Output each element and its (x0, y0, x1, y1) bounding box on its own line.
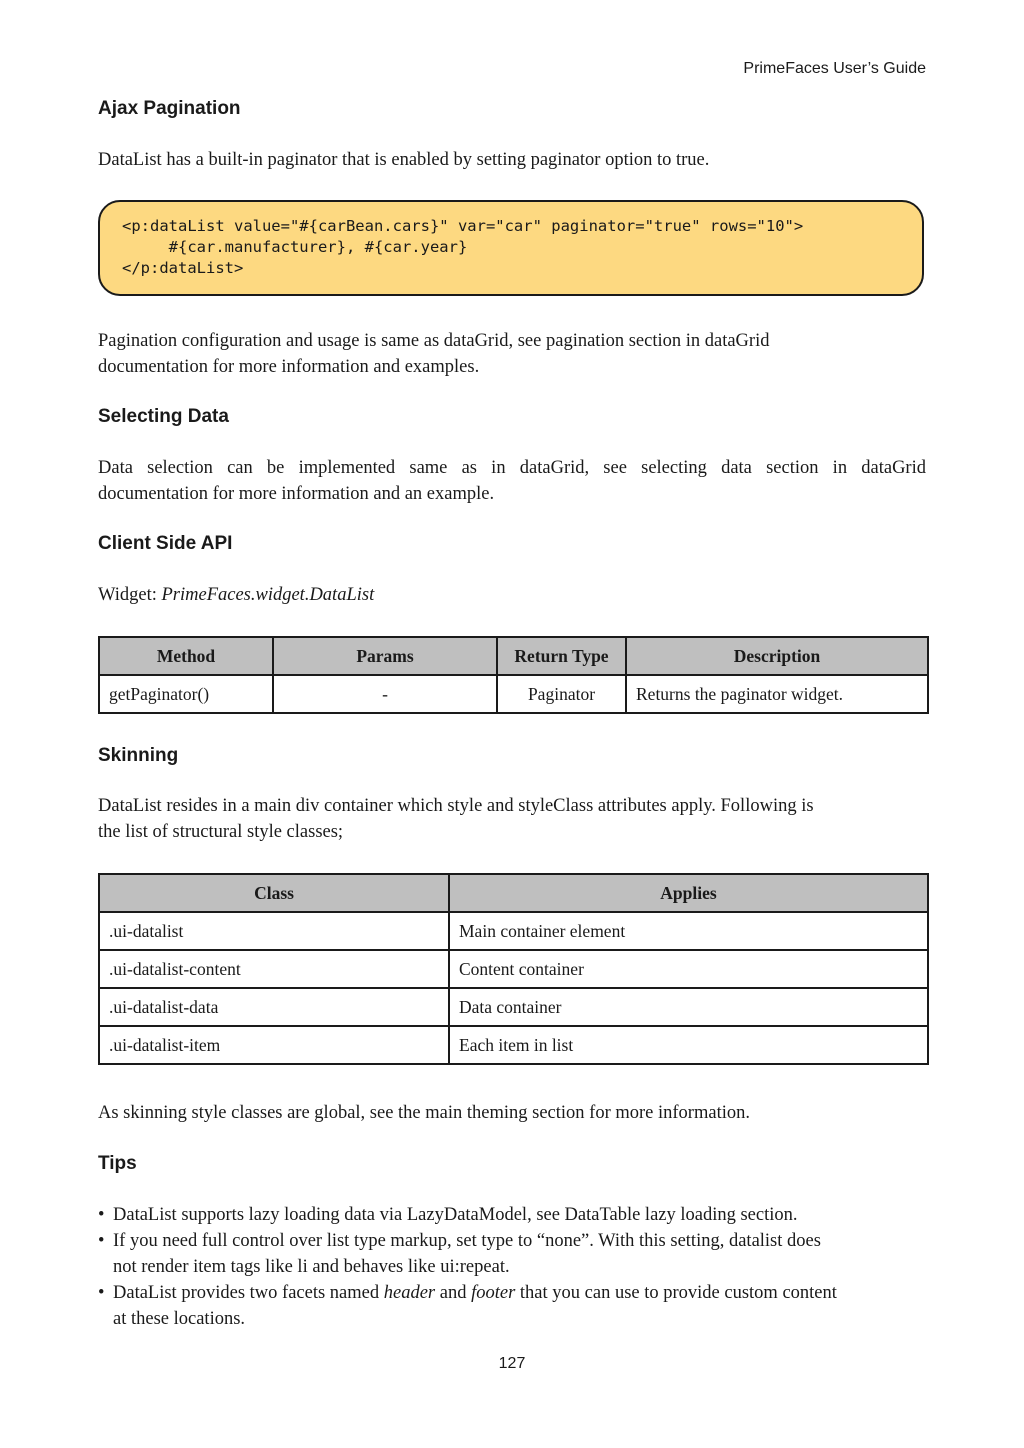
pagination-note (98, 328, 926, 380)
table-row (99, 988, 928, 1026)
table-cell: .ui-datalist-item (99, 1026, 449, 1064)
tip-text-part: that you can use to provide custom content (515, 1283, 837, 1303)
column-header-class: Class (99, 874, 449, 912)
column-header-description: Description (626, 637, 928, 675)
tip-text: If you need full control over list type markup, set type to “none”. With this setting, datalist does (113, 1231, 821, 1251)
table-cell: Paginator (497, 675, 626, 713)
widget-line (98, 582, 926, 608)
bullet-icon: • (98, 1205, 105, 1225)
table-row (99, 675, 928, 713)
column-header-params: Params (273, 637, 497, 675)
skinning-outro: As skinning style classes are global, see the main theming section for more information. (98, 1103, 750, 1123)
table-cell: Main container element (449, 912, 928, 950)
running-header: PrimeFaces User’s Guide (743, 60, 926, 77)
heading-client-side-api: Client Side API (98, 533, 233, 554)
tip-text-part: DataList provides two facets named (113, 1283, 384, 1303)
table-cell: Returns the paginator widget. (626, 675, 928, 713)
code-sample: <p:dataList value="#{carBean.cars}" var="car" paginator="true" rows="10"> #{car.manufacturer}, #{car.year} </p:dataList> (122, 217, 804, 277)
bullet-icon: • (98, 1231, 105, 1251)
table-cell: Each item in list (449, 1026, 928, 1064)
tip-text: at these locations. (113, 1309, 246, 1329)
skinning-paragraph (98, 793, 926, 845)
widget-name: PrimeFaces.widget.DataList (161, 585, 375, 605)
table-cell: .ui-datalist (99, 912, 449, 950)
selecting-data-line: documentation for more information and an example. (98, 484, 495, 504)
skinning-line: DataList resides in a main div container which style and styleClass attributes apply. Following is (98, 796, 814, 816)
ajax-pagination-intro: DataList has a built-in paginator that is enabled by setting paginator option to true. (98, 150, 710, 170)
style-classes-table (98, 873, 929, 1065)
api-table (98, 636, 929, 714)
bullet-icon: • (98, 1283, 105, 1303)
table-header-row (99, 637, 928, 675)
tip-text-part: and (435, 1283, 472, 1303)
pagination-note-line: documentation for more information and examples. (98, 357, 480, 377)
selecting-data-paragraph (98, 455, 926, 507)
heading-selecting-data: Selecting Data (98, 406, 229, 427)
table-row (99, 950, 928, 988)
skinning-line: the list of structural style classes; (98, 822, 344, 842)
code-sample-box (98, 200, 924, 296)
heading-tips: Tips (98, 1153, 137, 1174)
tip-text (113, 1280, 926, 1306)
table-row (99, 912, 928, 950)
facet-header: header (383, 1283, 436, 1303)
column-header-applies: Applies (449, 874, 928, 912)
table-cell: Content container (449, 950, 928, 988)
table-cell: getPaginator() (99, 675, 273, 713)
column-header-return-type: Return Type (497, 637, 626, 675)
list-item (98, 1202, 926, 1228)
heading-skinning: Skinning (98, 745, 179, 766)
list-item (98, 1228, 926, 1280)
column-header-method: Method (99, 637, 273, 675)
widget-label: Widget: (98, 585, 162, 605)
table-header-row (99, 874, 928, 912)
page-number: 127 (498, 1355, 526, 1372)
tip-text: not render item tags like li and behaves like ui:repeat. (113, 1257, 510, 1277)
table-cell: .ui-datalist-data (99, 988, 449, 1026)
table-row (99, 1026, 928, 1064)
table-cell: Data container (449, 988, 928, 1026)
list-item (98, 1280, 926, 1332)
table-cell: .ui-datalist-content (99, 950, 449, 988)
pagination-note-line: Pagination configuration and usage is same as dataGrid, see pagination section in dataGrid (98, 331, 770, 351)
selecting-data-line: Data selection can be implemented same as in dataGrid, see selecting data section in dataGrid (98, 458, 926, 478)
heading-ajax-pagination: Ajax Pagination (98, 98, 241, 119)
tips-list (98, 1202, 926, 1332)
facet-footer: footer (471, 1283, 516, 1303)
tip-text: DataList supports lazy loading data via LazyDataModel, see DataTable lazy loading section. (113, 1205, 798, 1225)
table-cell: - (273, 675, 497, 713)
